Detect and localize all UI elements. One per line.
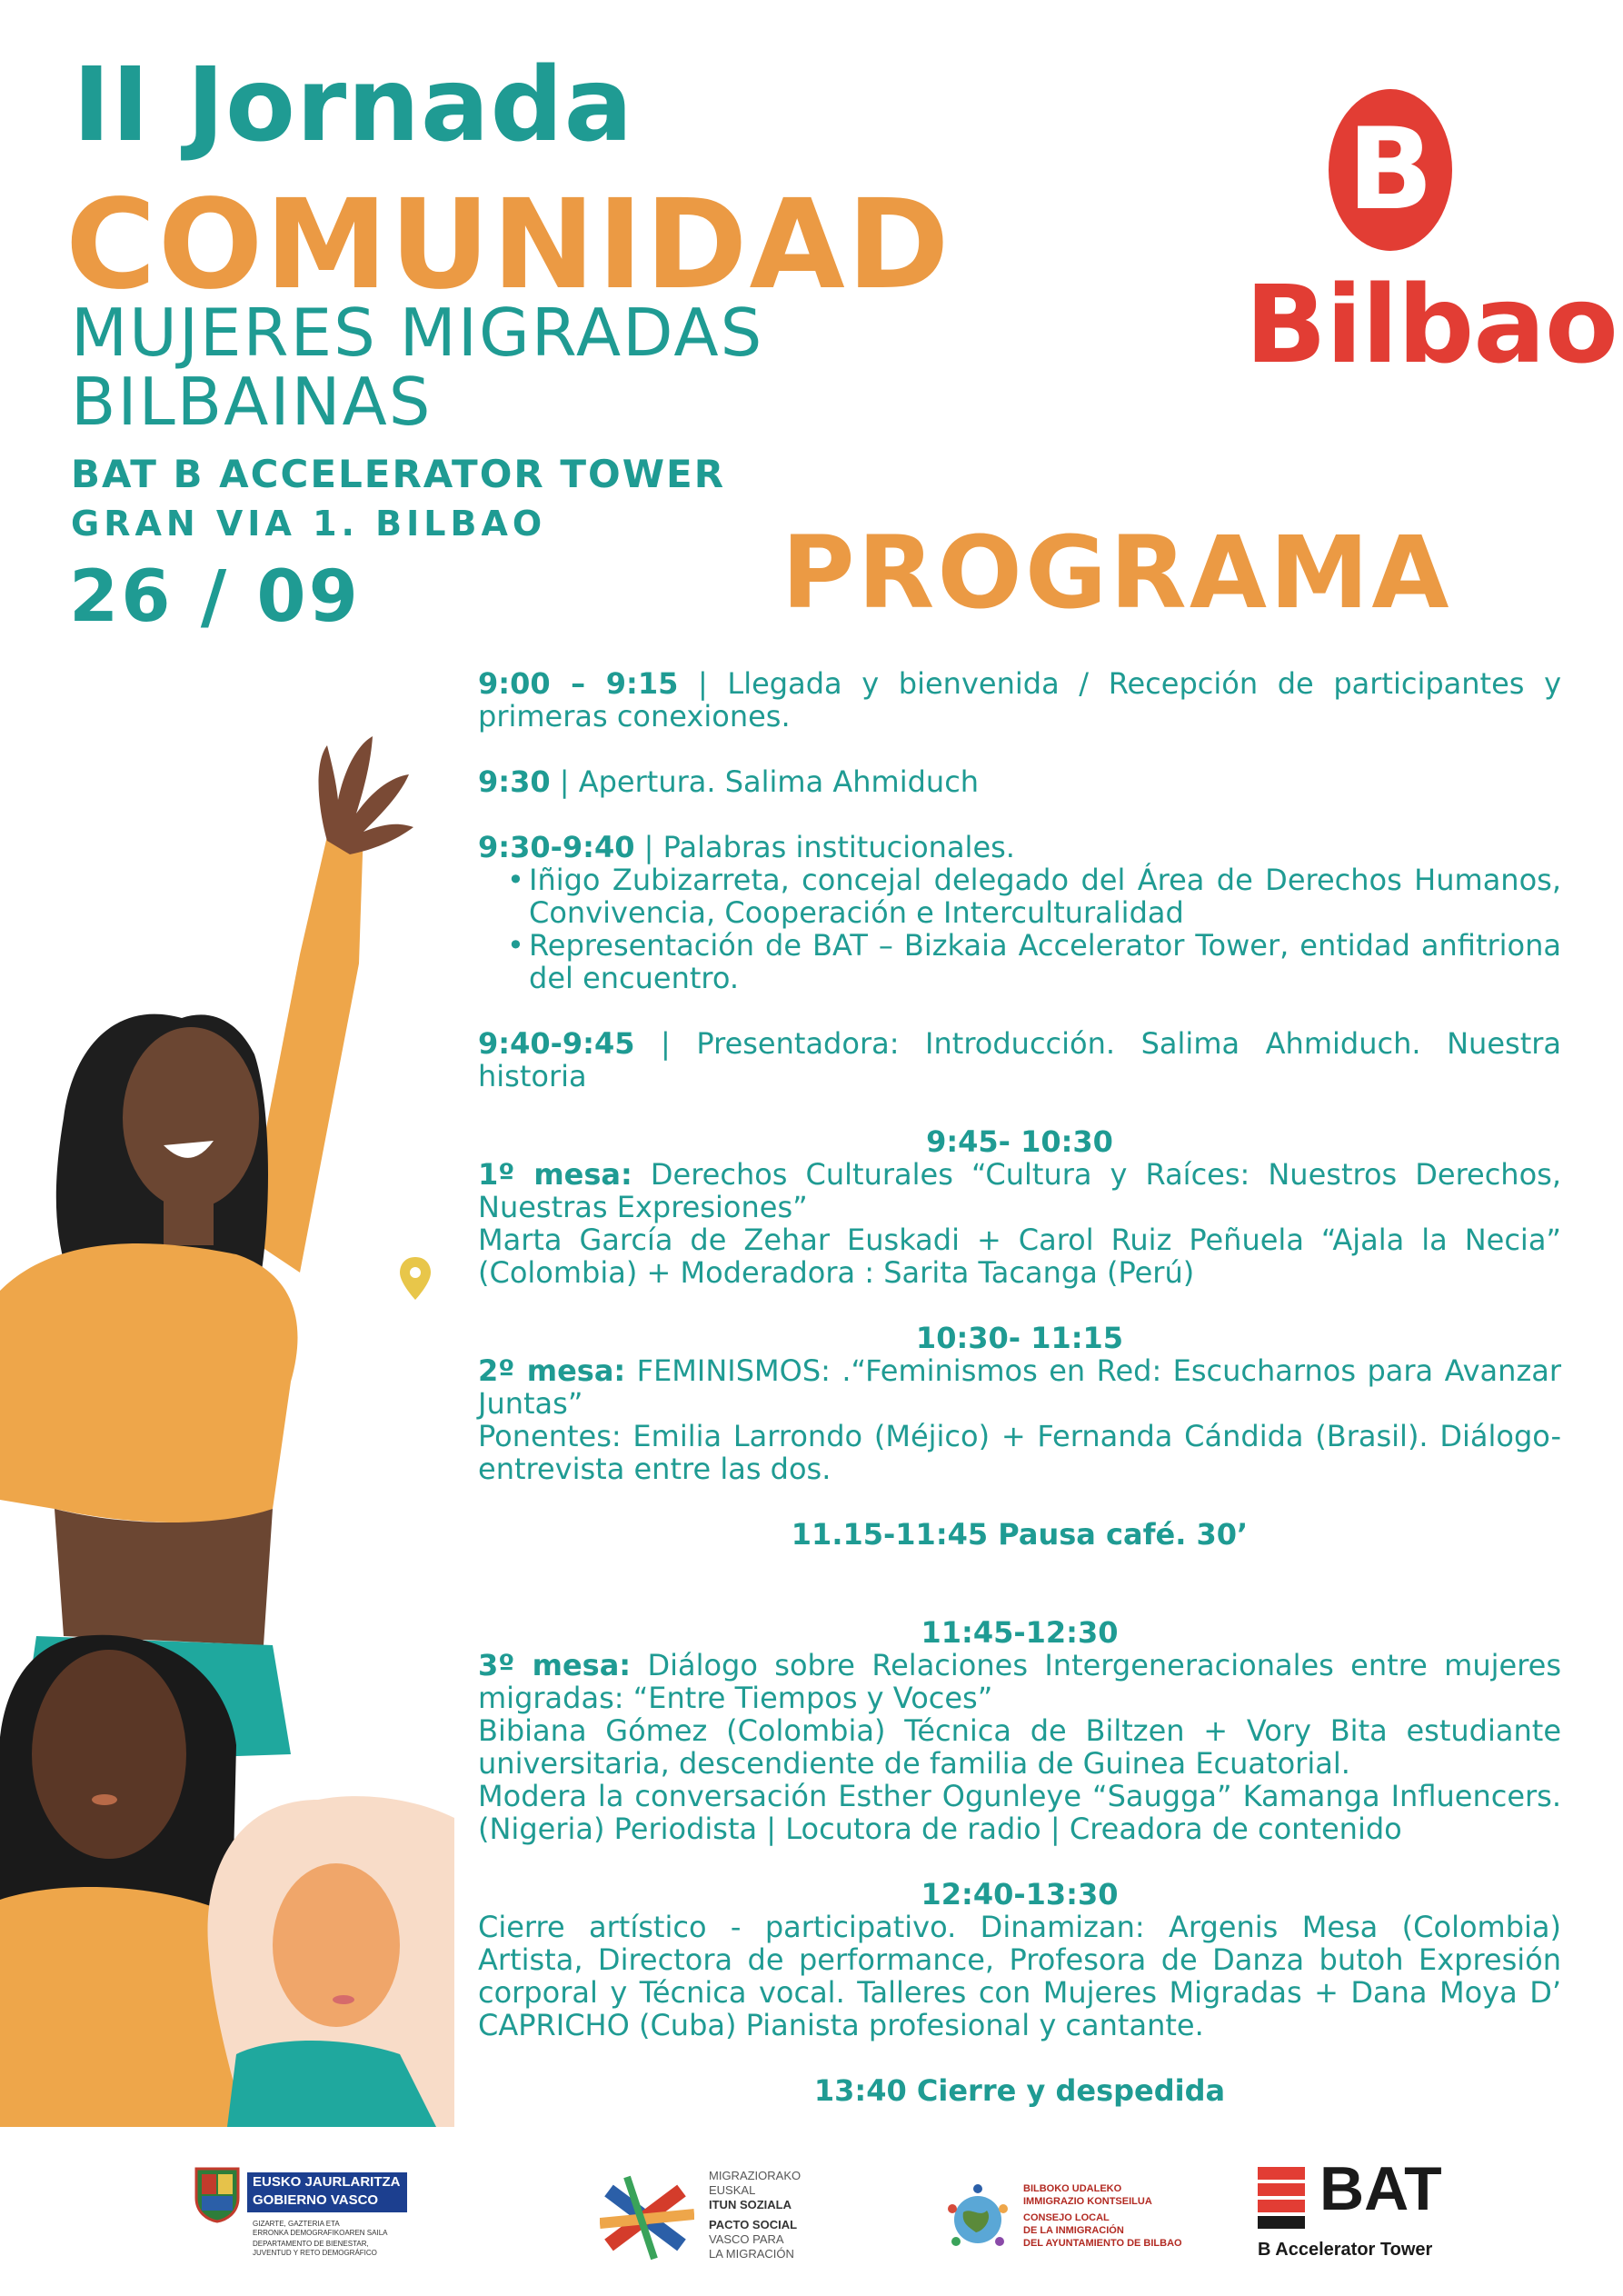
cl-line-5: DEL AYUNTAMIENTO DE BILBAO — [1023, 2238, 1182, 2249]
face-back-woman — [123, 1027, 259, 1209]
globe-people-icon — [941, 2181, 1014, 2254]
mig-line-3: ITUN SOZIALA — [709, 2198, 792, 2211]
mig-line-5: VASCO PARA — [709, 2232, 784, 2246]
gv-dept-4: JUVENTUD Y RETO DEMOGRÁFICO — [253, 2249, 377, 2257]
session-3-speakers: Bibiana Gómez (Colombia) Técnica de Biltzen + Vory Bita estudiante universitaria, descendiente de familia de Guinea Ecuatorial. — [478, 1713, 1561, 1781]
session-3-time: 11:45-12:30 — [921, 1615, 1119, 1650]
gv-name-es: GOBIERNO VASCO — [253, 2192, 379, 2208]
session-4-text: Cierre artístico - participativo. Dinamizan: Argenis Mesa (Colombia) Artista, Directora de performance, Profesora de Danza butoh Expresión corporal y Técnica vocal. Talleres con Mujeres Migradas + Dana Moya D’ CAPRICHO (Cuba) Pianista profesional y cantante. — [478, 1910, 1561, 2042]
program-item-2: 9:30 | Apertura. Salima Ahmiduch — [478, 764, 980, 799]
gobierno-vasco-logo — [193, 2165, 411, 2274]
mig-line-6: LA MIGRACIÓN — [709, 2247, 794, 2261]
mig-line-4: PACTO SOCIAL — [709, 2218, 798, 2231]
session-4-time: 12:40-13:30 — [921, 1877, 1119, 1912]
location-pin-icon — [400, 1257, 431, 1300]
x-mark-icon — [600, 2172, 694, 2263]
list-item: • Representación de BAT – Bizkaia Accelerator Tower, entidad anfitriona del encuentro. — [529, 929, 1561, 994]
event-title: COMUNIDAD — [65, 174, 951, 317]
bilbao-logo-text: Bilbao — [1245, 262, 1618, 387]
coat-of-arms-icon — [193, 2165, 242, 2223]
bat-name: BAT — [1319, 2154, 1442, 2223]
gv-dept-2: ERRONKA DEMOGRAFIKOAREN SAILA — [253, 2229, 388, 2237]
session-1-time: 9:45- 10:30 — [926, 1124, 1113, 1159]
closing: 13:40 Cierre y despedida — [813, 2073, 1226, 2108]
session-1-speakers: Marta García de Zehar Euskadi + Carol Ruiz Peñuela “Ajala la Necia” (Colombia) + Moderadora : Sarita Tacanga (Perú) — [478, 1223, 1561, 1290]
cl-line-3: CONSEJO LOCAL — [1023, 2212, 1110, 2223]
bat-logo — [1258, 2154, 1467, 2272]
gv-dept-3: DEPARTAMENTO DE BIENESTAR, — [253, 2240, 369, 2248]
list-item: • Iñigo Zubizarreta, concejal delegado del Área de Derechos Humanos, Convivencia, Cooperación e Interculturalidad — [529, 863, 1561, 929]
event-date: 26 / 09 — [69, 556, 361, 638]
event-subtitle: MUJERES MIGRADAS BILBAINAS — [71, 294, 764, 440]
gv-dept-1: GIZARTE, GAZTERIA ETA — [253, 2220, 340, 2228]
cl-line-4: DE LA INMIGRACIÓN — [1023, 2225, 1124, 2236]
event-edition: II Jornada — [73, 46, 634, 165]
program-item-1: 9:00 – 9:15 | Llegada y bienvenida / Recepción de participantes y primeras conexiones. — [478, 666, 1562, 734]
cl-line-2: IMMIGRAZIO KONTSEILUA — [1023, 2196, 1152, 2207]
mig-line-2: EUSKAL — [709, 2183, 756, 2197]
institutional-speakers-list — [478, 863, 1561, 994]
session-3-moderator: Modera la conversación Esther Ogunleye “Saugga” Kamanga Influencers. (Nigeria) Periodista | Locutora de radio | Creadora de contenido — [478, 1779, 1561, 1846]
session-2-time: 10:30- 11:15 — [915, 1321, 1124, 1355]
migration-pact-logo — [600, 2163, 827, 2272]
bat-subtitle: B Accelerator Tower — [1258, 2240, 1433, 2260]
coffee-break: 11.15-11:45 Pausa café. 30’ — [791, 1517, 1249, 1552]
session-2-speakers: Ponentes: Emilia Larrondo (Méjico) + Fernanda Cándida (Brasil). Diálogo-entrevista entre las dos. — [478, 1419, 1561, 1486]
face-front-left — [32, 1650, 186, 1859]
program-list — [478, 667, 1561, 2107]
bat-tower-icon — [1258, 2167, 1305, 2231]
bilbao-logo-mark — [1329, 89, 1452, 251]
cl-line-1: BILBOKO UDALEKO — [1023, 2183, 1122, 2194]
session-3-title: 3º mesa: Diálogo sobre Relaciones Intergeneracionales entre mujeres migradas: “Entre Tiempos y Voces” — [478, 1648, 1562, 1715]
waving-hand — [319, 736, 413, 854]
yellow-sweater — [0, 1243, 298, 1522]
women-illustration — [0, 727, 454, 2127]
program-item-3: 9:30-9:40 | Palabras institucionales. — [478, 830, 1015, 864]
session-2-title: 2º mesa: FEMINISMOS: .“Feminismos en Red: Escucharnos para Avanzar Juntas” — [478, 1353, 1562, 1421]
program-heading: PROGRAMA — [782, 514, 1452, 631]
mig-line-1: MIGRAZIORAKO — [709, 2169, 802, 2182]
consejo-local-logo — [941, 2178, 1196, 2269]
gv-name-eu: EUSKO JAURLARITZA — [253, 2174, 401, 2190]
venue-name: BAT B ACCELERATOR TOWER — [71, 452, 726, 496]
venue-address: GRAN VIA 1. BILBAO — [71, 504, 547, 544]
program-item-4: 9:40-9:45 | Presentadora: Introducción. Salima Ahmiduch. Nuestra historia — [478, 1026, 1561, 1093]
bilbao-logo-letter: B — [1347, 105, 1434, 235]
session-1-title: 1º mesa: Derechos Culturales “Cultura y Raíces: Nuestros Derechos, Nuestras Expresiones” — [478, 1157, 1562, 1224]
